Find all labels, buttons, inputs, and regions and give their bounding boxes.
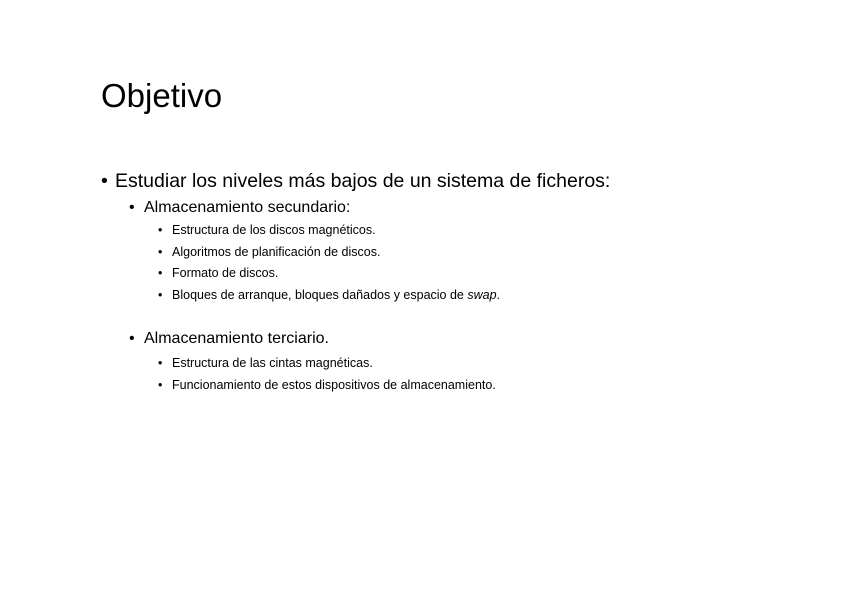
slide-title: Objetivo: [101, 77, 223, 114]
list-item: [158, 244, 380, 260]
list-item: [158, 355, 373, 371]
list-item-suffix: .: [496, 288, 501, 302]
bullet-glyph: •: [158, 288, 163, 302]
list-item-text: Formato de discos.: [172, 266, 279, 280]
bullet-glyph: •: [158, 378, 163, 392]
bullet-glyph: •: [158, 223, 163, 237]
main-point: [101, 169, 610, 193]
bullet-glyph: •: [158, 245, 163, 259]
list-item-text: Bloques de arranque, bloques dañados y espacio de: [172, 288, 468, 302]
list-item-text: Estructura de los discos magnéticos.: [172, 223, 376, 237]
bullet-glyph: •: [158, 266, 163, 280]
list-item: [158, 222, 376, 238]
list-item: [158, 265, 278, 281]
main-point-text: Estudiar los niveles más bajos de un sistema de ficheros:: [115, 170, 611, 192]
section-heading-text: Almacenamiento secundario:: [144, 199, 351, 216]
list-item-text: Funcionamiento de estos dispositivos de almacenamiento.: [172, 378, 496, 392]
list-item: [158, 287, 500, 303]
section-heading-text: Almacenamiento terciario.: [144, 330, 329, 347]
list-item-text: Estructura de las cintas magnéticas.: [172, 356, 373, 370]
section-heading-secondary: [129, 198, 350, 218]
list-item-emphasis: swap: [467, 288, 497, 302]
list-item-text: Algoritmos de planificación de discos.: [172, 245, 381, 259]
bullet-glyph: •: [101, 170, 108, 192]
bullet-glyph: •: [129, 199, 135, 216]
bullet-glyph: •: [158, 356, 163, 370]
list-item: [158, 377, 496, 393]
section-heading-tertiary: [129, 329, 329, 349]
bullet-glyph: •: [129, 330, 135, 347]
